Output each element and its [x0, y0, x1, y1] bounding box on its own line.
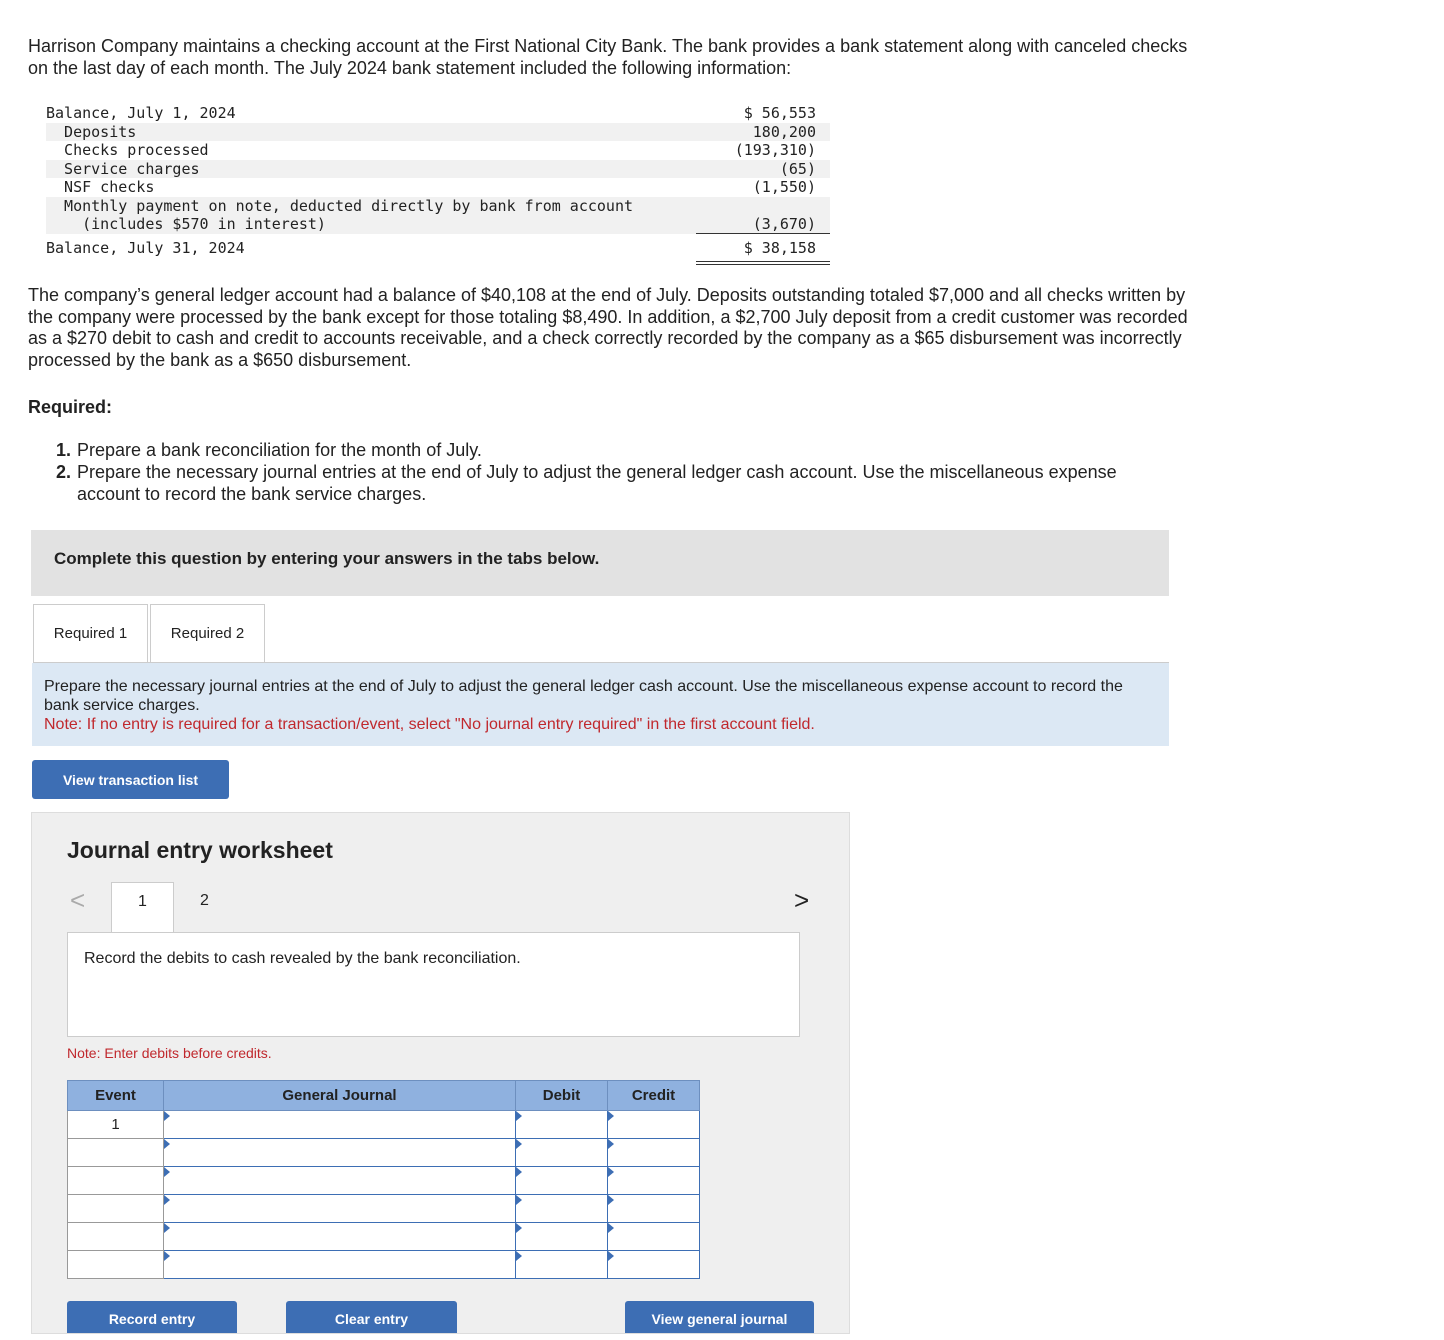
statement-row — [46, 160, 830, 179]
record-entry-button[interactable]: Record entry — [67, 1301, 237, 1334]
account-select[interactable] — [164, 1139, 516, 1167]
debit-input[interactable] — [516, 1167, 608, 1195]
statement-value: 180,200 — [752, 122, 816, 141]
statement-value: (3,670) — [752, 215, 816, 233]
account-select[interactable] — [164, 1223, 516, 1251]
tab-required-1[interactable]: Required 1 — [33, 604, 148, 663]
worksheet-title: Journal entry worksheet — [67, 837, 333, 863]
credit-input[interactable] — [608, 1167, 700, 1195]
tab-instructions — [32, 663, 1169, 746]
journal-table — [67, 1080, 700, 1279]
required-item — [56, 461, 1136, 505]
chevron-left-icon[interactable]: < — [70, 885, 86, 915]
column-header-general-journal: General Journal — [164, 1081, 516, 1111]
statement-value: (1,550) — [752, 178, 816, 196]
problem-details: The company’s general ledger account had a balance of $40,108 at the end of July. Deposits outstanding totaled $7,000 and all checks written by the company were processed by the bank except for those totaling $8,490. In addition, a $2,700 July deposit from a credit customer was recorded as a $270 debit to cash and credit to accounts receivable, and a check correctly recorded by the company as a $65 disbursement was incorrectly processed by the bank as a $650 disbursement. — [28, 285, 1188, 370]
event-cell — [68, 1139, 164, 1167]
event-cell — [68, 1167, 164, 1195]
statement-label: NSF checks — [46, 178, 155, 196]
credit-input[interactable] — [608, 1139, 700, 1167]
worksheet-page-1[interactable]: 1 — [111, 882, 174, 933]
statement-label: Service charges — [46, 159, 200, 178]
worksheet-page-2[interactable]: 2 — [200, 892, 209, 909]
statement-label: Balance, July 1, 2024 — [46, 104, 236, 122]
credit-input[interactable] — [608, 1223, 700, 1251]
required-item — [56, 439, 1136, 461]
account-select[interactable] — [164, 1251, 516, 1279]
journal-row — [68, 1195, 700, 1223]
statement-value: (193,310) — [734, 141, 816, 159]
account-select[interactable] — [164, 1167, 516, 1195]
event-cell — [68, 1195, 164, 1223]
column-header-event: Event — [68, 1081, 164, 1111]
journal-row — [68, 1139, 700, 1167]
statement-value: $ 38,158 — [743, 238, 816, 257]
required-text: Prepare a bank reconciliation for the month of July. — [77, 440, 482, 460]
bank-statement — [46, 104, 830, 257]
statement-label: Deposits — [46, 122, 137, 141]
view-general-journal-button[interactable]: View general journal — [625, 1301, 814, 1334]
column-header-credit: Credit — [608, 1081, 700, 1111]
credit-input[interactable] — [608, 1251, 700, 1279]
journal-entry-worksheet — [31, 812, 850, 1334]
debit-input[interactable] — [516, 1139, 608, 1167]
debit-input[interactable] — [516, 1111, 608, 1139]
event-cell — [68, 1223, 164, 1251]
event-cell — [68, 1251, 164, 1279]
view-transaction-list-button[interactable]: View transaction list — [32, 760, 229, 799]
entry-description-box — [67, 932, 800, 1037]
statement-row — [46, 197, 830, 234]
required-number: 1. — [56, 440, 72, 460]
journal-row — [68, 1251, 700, 1279]
journal-row — [68, 1223, 700, 1251]
debit-input[interactable] — [516, 1251, 608, 1279]
journal-row — [68, 1167, 700, 1195]
journal-header-row — [68, 1081, 700, 1111]
statement-row — [46, 239, 830, 258]
required-list — [56, 439, 1136, 505]
clear-entry-button[interactable]: Clear entry — [286, 1301, 457, 1334]
event-cell: 1 — [68, 1111, 164, 1139]
chevron-right-icon[interactable]: > — [794, 885, 810, 915]
subtotal-underline — [696, 233, 830, 234]
statement-row — [46, 123, 830, 142]
total-double-underline — [696, 261, 830, 265]
statement-value: $ 56,553 — [743, 104, 816, 122]
statement-label: Checks processed — [46, 141, 209, 159]
credit-input[interactable] — [608, 1111, 700, 1139]
account-select[interactable] — [164, 1111, 516, 1139]
instruction-note: Note: If no entry is required for a transaction/event, select "No journal entry required" in the first account field. — [44, 716, 815, 733]
credit-input[interactable] — [608, 1195, 700, 1223]
debit-input[interactable] — [516, 1223, 608, 1251]
statement-row — [46, 104, 830, 123]
tab-required-2[interactable]: Required 2 — [150, 604, 265, 663]
statement-label: Balance, July 31, 2024 — [46, 238, 245, 257]
account-select[interactable] — [164, 1195, 516, 1223]
required-heading: Required: — [28, 397, 113, 417]
journal-row — [68, 1111, 700, 1139]
statement-label: Monthly payment on note, deducted directly by bank from account (includes $570 in interest) — [64, 196, 633, 233]
entry-description: Record the debits to cash revealed by the bank reconciliation. — [84, 950, 521, 967]
debit-input[interactable] — [516, 1195, 608, 1223]
banner-text: Complete this question by entering your answers in the tabs below. — [54, 549, 600, 568]
problem-intro: Harrison Company maintains a checking account at the First National City Bank. The bank provides a bank statement along with canceled checks on the last day of each month. The July 2024 bank statement included the following information: — [28, 36, 1188, 78]
column-header-debit: Debit — [516, 1081, 608, 1111]
required-number: 2. — [56, 462, 72, 482]
statement-row — [46, 141, 830, 160]
entry-note: Note: Enter debits before credits. — [67, 1045, 272, 1061]
statement-value: (65) — [779, 159, 816, 178]
statement-row — [46, 178, 830, 197]
instruction-text: Prepare the necessary journal entries at the end of July to adjust the general ledger cash account. Use the miscellaneous expense account to record the bank service charges. — [44, 678, 1123, 714]
required-text: Prepare the necessary journal entries at the end of July to adjust the general ledger cash account. Use the miscellaneous expense account to record the bank service charges. — [77, 462, 1117, 504]
instruction-banner — [31, 530, 1169, 596]
